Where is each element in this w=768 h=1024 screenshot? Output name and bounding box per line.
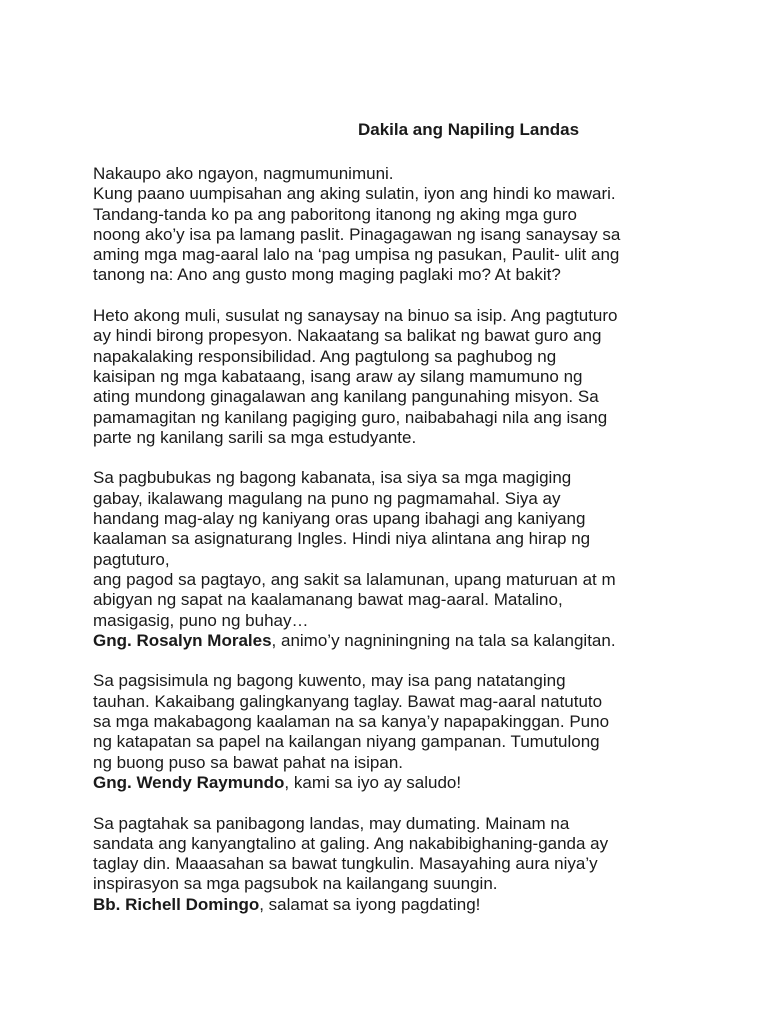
text-line: Kung paano uumpisahan ang aking sulatin, iyon ang hindi ko mawari. [93, 184, 616, 204]
text-line: tanong na: Ano ang gusto mong maging paglaki mo? At bakit? [93, 265, 561, 285]
text-line: Sa pagbubukas ng bagong kabanata, isa siya sa mga magiging [93, 468, 572, 488]
text-line: tauhan. Kakaibang galingkanyang taglay. Bawat mag-aaral natututo [93, 691, 603, 711]
text-line: ang pagod sa pagtayo, ang sakit sa lalamunan, upang maturuan at m [93, 569, 616, 589]
text-line: ay hindi birong propesyon. Nakaatang sa balikat ng bawat guro ang [93, 326, 602, 346]
text-line: taglay din. Maaasahan sa bawat tungkulin. Masayahing aura niya’y [93, 854, 598, 874]
paragraph-1 [93, 164, 693, 286]
paragraph-5 [93, 814, 693, 915]
paragraph-2 [93, 306, 693, 448]
text-line: Sa pagtahak sa panibagong landas, may dumating. Mainam na [93, 813, 570, 833]
closing-line [93, 631, 693, 651]
text-line: masigasig, puno ng buhay… [93, 610, 309, 630]
text-line: noong ako’y isa pa lamang paslit. Pinagagawan ng isang sanaysay sa [93, 224, 621, 244]
paragraph-4 [93, 671, 693, 793]
text-line: pamamagitan ng kanilang pagiging guro, naibabahagi nila ang isang [93, 407, 608, 427]
text-line: ng katapatan sa papel na kailangan niyang gampanan. Tumutulong [93, 732, 600, 752]
text-line: ating mundong ginagalawan ang kanilang pangunahing misyon. Sa [93, 387, 599, 407]
text-line: kaalaman sa asignaturang Ingles. Hindi niya alintana ang hirap ng [93, 529, 591, 549]
text-line: inspirasyon sa mga pagsubok na kailangang suungin. [93, 874, 498, 894]
text-line: Heto akong muli, susulat ng sanaysay na binuo sa isip. Ang pagtuturo [93, 306, 618, 326]
text-line: sandata ang kanyangtalino at galing. Ang nakabibighaning-ganda ay [93, 833, 609, 853]
text-line: Nakaupo ako ngayon, nagmumunimuni. [93, 164, 394, 183]
teacher-name: Gng. Rosalyn Morales [93, 630, 272, 650]
closing-text: , animo’y nagniningning na tala sa kalangitan. [271, 630, 616, 650]
teacher-name: Bb. Richell Domingo [93, 894, 260, 914]
text-line: napakalaking responsibilidad. Ang pagtulong sa paghubog ng [93, 346, 557, 366]
text-line: handang mag-alay ng kaniyang oras upang ibahagi ang kaniyang [93, 509, 586, 529]
text-line: parte ng kanilang sarili sa mga estudyante. [93, 427, 417, 447]
text-line: abigyan ng sapat na kaalamanang bawat mag-aaral. Matalino, [93, 590, 563, 610]
document-title: Dakila ang Napiling Landas [358, 120, 580, 139]
paragraph-gap [93, 793, 693, 813]
text-line: ng buong puso sa bawat pahat na isipan. [93, 752, 404, 772]
document-body [93, 164, 693, 915]
text-line: Sa pagsisimula ng bagong kuwento, may isa pang natatanging [93, 671, 566, 691]
paragraph-gap [93, 448, 693, 468]
closing-text: , salamat sa iyong pagdating! [259, 894, 481, 914]
text-line: sa mga makabagong kaalaman na sa kanya’y napapakinggan. Puno [93, 712, 610, 732]
paragraph-gap [93, 651, 693, 671]
closing-line [93, 895, 693, 915]
text-line: aming mga mag-aaral lalo na ‘pag umpisa ng pasukan, Paulit- ulit ang [93, 245, 620, 265]
teacher-name: Gng. Wendy Raymundo [93, 772, 285, 792]
closing-line [93, 773, 693, 793]
closing-text: , kami sa iyo ay saludo! [284, 772, 462, 792]
text-line: gabay, ikalawang magulang na puno ng pagmamahal. Siya ay [93, 488, 561, 508]
text-line: Tandang-tanda ko pa ang paboritong itanong ng aking mga guro [93, 204, 577, 224]
paragraph-gap [93, 286, 693, 306]
paragraph-3 [93, 468, 693, 651]
text-line: pagtuturo, [93, 549, 170, 569]
text-line: kaisipan ng mga kabataang, isang araw ay silang mamumuno ng [93, 366, 583, 386]
